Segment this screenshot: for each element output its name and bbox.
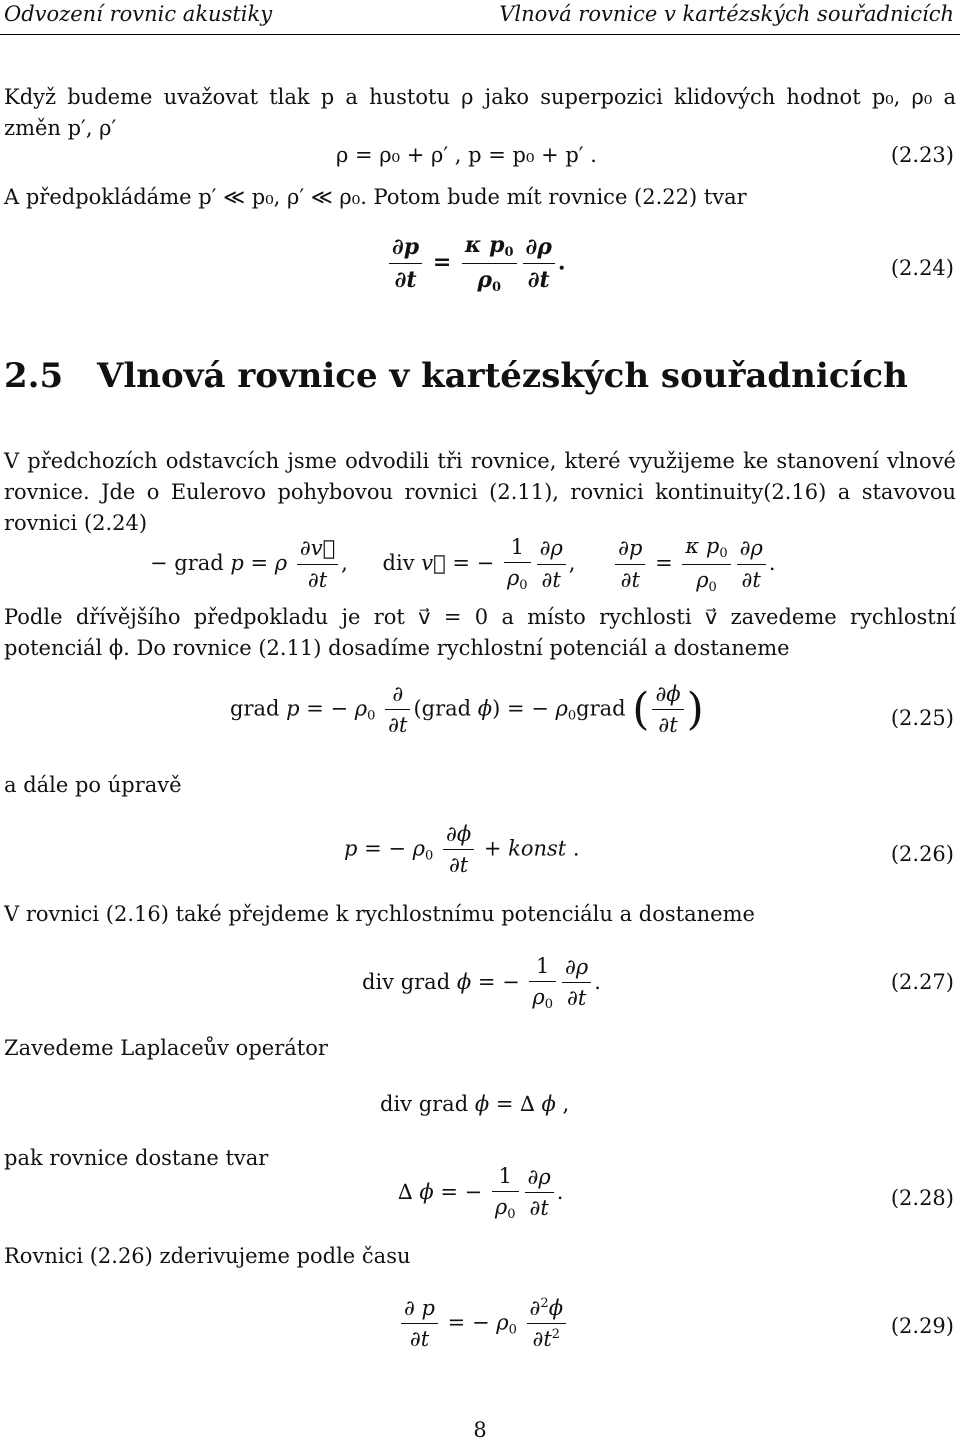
text-form: pak rovnice dostane tvar xyxy=(4,1146,269,1170)
equation-number-2-25: (2.25) xyxy=(890,706,954,730)
paragraph-velocity-potential: Podle dřívějšího předpokladu je rot v⃗ = 0 a místo rychlosti v⃗ zavedeme rychlostní potenciál ϕ. Do rovnice (2.11) dosadíme rychlostní potenciál a dostaneme xyxy=(4,605,956,660)
text-laplace: Zavedeme Laplaceův operátor xyxy=(4,1036,328,1060)
paragraph-assumption: A předpokládáme p′ ≪ p₀, ρ′ ≪ ρ₀. Potom bude mít rovnice (2.22) tvar xyxy=(4,185,747,209)
equation-number-2-24: (2.24) xyxy=(890,256,954,280)
header-rule xyxy=(0,34,960,35)
equation-number-2-28: (2.28) xyxy=(890,1186,954,1210)
page-number: 8 xyxy=(473,1418,487,1442)
equation-2-24: $\frac{\partial p}{\partial t}$ = $\frac{\kappa p_0}{\rho_0}$ $\frac{\partial\rho}{\partial t}$ . xyxy=(386,232,566,295)
equation-2-28: ∆ ϕ = − $\frac{1}{\rho_0}$ $\frac{\partial\rho}{\partial t}$ . xyxy=(398,1164,564,1223)
section-title: Vlnová rovnice v kartézských souřadnicích xyxy=(97,356,908,396)
equation-2-27: div grad ϕ = − $\frac{1}{\rho_0}$ $\frac{\partial\rho}{\partial t}$ . xyxy=(362,954,601,1013)
equation-number-2-27: (2.27) xyxy=(890,970,954,994)
equation-2-23: ρ = ρ₀ + ρ′ , p = p₀ + p′ . xyxy=(336,143,597,167)
equation-laplacian: div grad ϕ = ∆ ϕ , xyxy=(380,1092,570,1116)
equation-number-2-23: (2.23) xyxy=(890,143,954,167)
text-differentiate: Rovnici (2.26) zderivujeme podle času xyxy=(4,1244,411,1268)
text-after-rearrangement: a dále po úpravě xyxy=(4,773,182,797)
equation-number-2-26: (2.26) xyxy=(890,842,954,866)
equation-2-29: $\frac{\partial p}{\partial t}$ = − $\rho_0$ $\frac{\partial^2\phi}{\partial t^2}$ xyxy=(398,1296,569,1352)
paragraph-continuity: V rovnici (2.16) také přejdeme k rychlostnímu potenciálu a dostaneme xyxy=(4,902,755,926)
equation-2-26: p = − $\rho_0$ $\frac{\partial\phi}{\partial t}$ + konst . xyxy=(344,822,580,878)
section-number: 2.5 xyxy=(4,356,64,396)
paragraph-equations-overview: V předchozích odstavcích jsme odvodili tři rovnice, které využijeme ke stanovení vlnové rovnice. Jde o Eulerovo pohybovou rovnici (2.11), rovnici kontinuity(2.16) a stavovou rovnici (2.24) xyxy=(4,449,956,535)
equation-system: − grad p = ρ $\frac{\partial v⃗}{\partial t}$ , div v⃗ = − $\frac{1}{\rho_0}$ $\frac{\partial\rho}{\partial t}$ , $\frac{\partial p}{\partial t}$ = $\frac{\kappa p_0}{\rho_0}$ $\frac{\partial\rho}{\partial t}$ . xyxy=(150,534,776,595)
section-heading xyxy=(4,356,908,396)
header-left: Odvození rovnic akustiky xyxy=(4,2,273,26)
intro-paragraph: Když budeme uvažovat tlak p a hustotu ρ jako superpozici klidových hodnot p₀, ρ₀ a změn p′, ρ′ xyxy=(4,85,956,140)
equation-number-2-29: (2.29) xyxy=(890,1314,954,1338)
header-right: Vlnová rovnice v kartézských souřadnicích xyxy=(499,2,954,26)
running-header xyxy=(0,0,960,40)
equation-2-25: grad p = − $\rho_0$ $\frac{\partial}{\partial t}$ (grad ϕ) = − $\rho_0grad$ ( $\frac{\partial\phi}{\partial t}$ ) xyxy=(230,682,704,738)
